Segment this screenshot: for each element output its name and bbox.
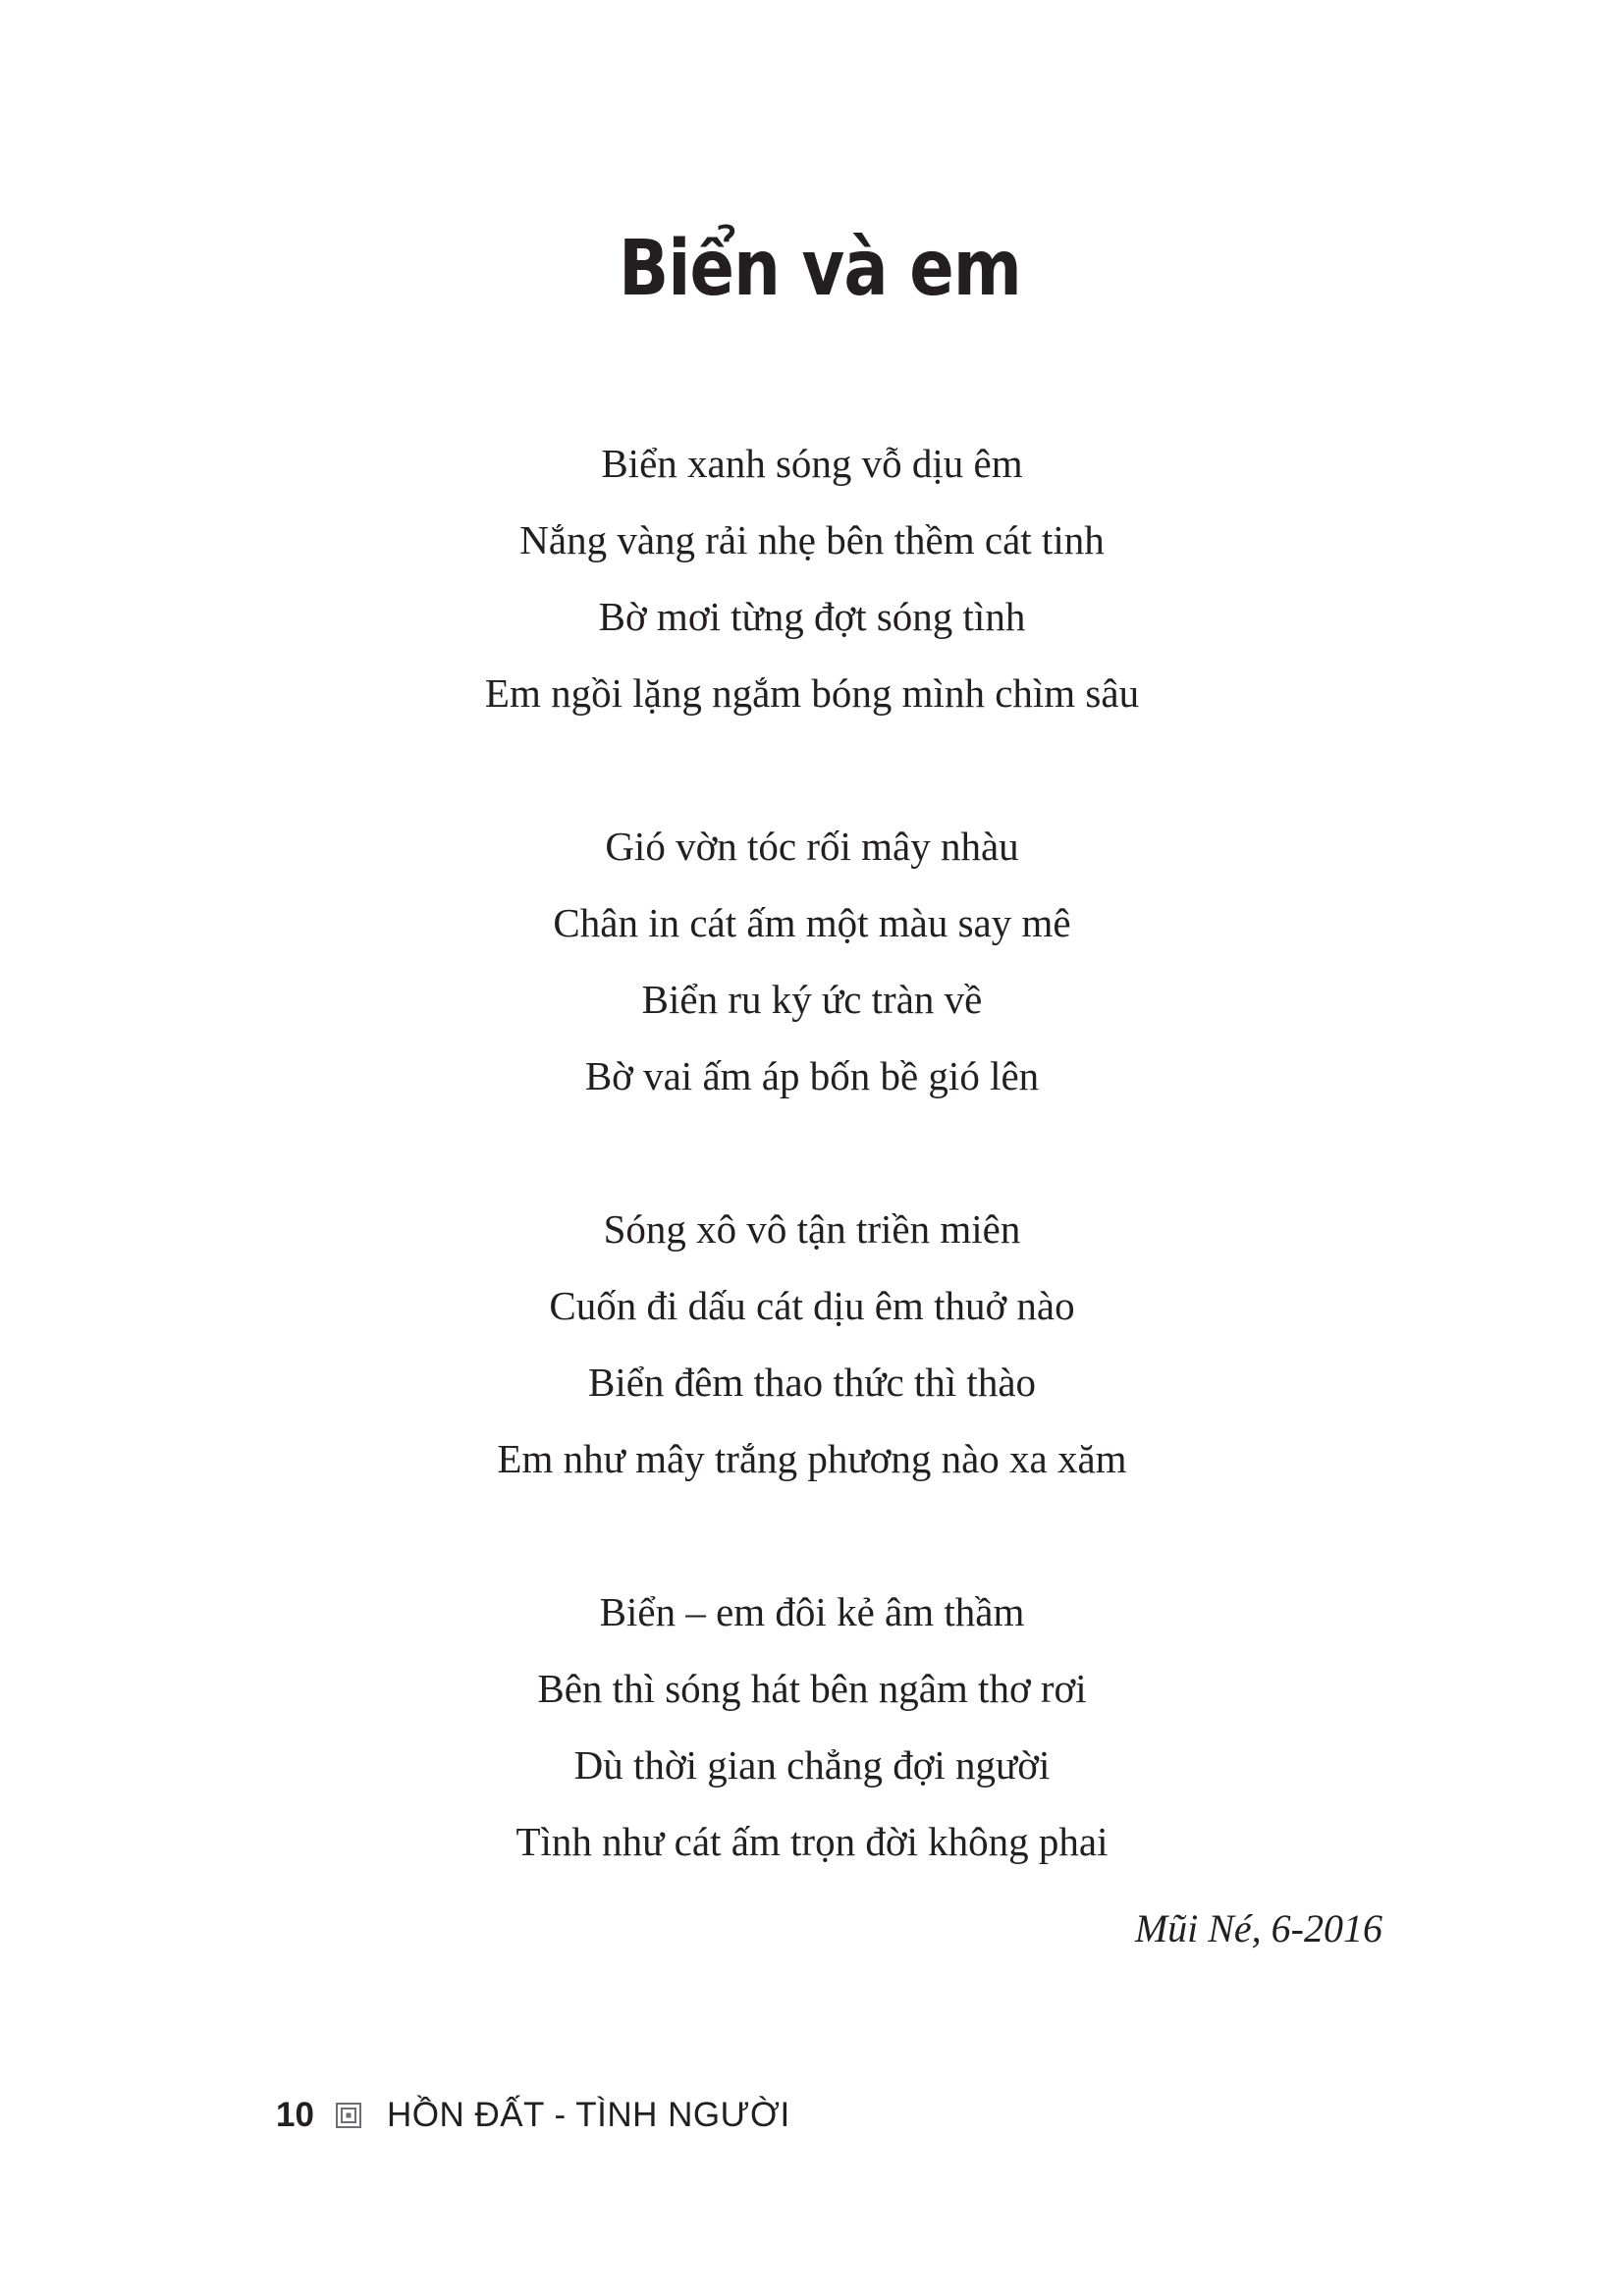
poem-line: Tình như cát ấm trọn đời không phai [515,1819,1109,1864]
poem-line: Dù thời gian chẳng đợi người [573,1742,1051,1788]
poem-line: Cuốn đi dấu cát dịu êm thuở nào [549,1283,1075,1328]
stanza [0,425,1624,731]
poem-line: Nắng vàng rải nhẹ bên thềm cát tinh [519,517,1105,562]
place-date-signature: Mũi Né, 6-2016 [1134,1906,1382,1950]
poem-line: Biển ru ký ức tràn về [641,977,983,1022]
poem-title: Biển và em [619,225,1021,313]
poem-line: Gió vờn tóc rối mây nhàu [605,824,1019,869]
stanza [0,808,1624,1114]
square-ornament-icon [336,2103,361,2128]
stanza [0,1191,1624,1497]
poem-line: Bờ vai ấm áp bốn bề gió lên [584,1053,1040,1098]
poem-line: Biển xanh sóng vỗ dịu êm [601,441,1023,486]
poem-line: Em như mây trắng phương nào xa xăm [497,1436,1127,1481]
stanza [0,1574,1624,1880]
poem-line: Sóng xô vô tận triền miên [603,1206,1021,1252]
book-title: HỒN ĐẤT - TÌNH NGƯỜI [386,2096,790,2134]
page-footer [276,2091,790,2140]
poem-body [0,425,1624,1880]
poem-line: Biển đêm thao thức thì thào [587,1360,1037,1405]
poem-line: Bờ mơi từng đợt sóng tình [598,594,1026,639]
poem-line: Bên thì sóng hát bên ngâm thơ rơi [537,1666,1087,1711]
poem-line: Chân in cát ấm một màu say mê [553,900,1071,945]
page-number: 10 [276,2096,314,2134]
poem-line: Biển – em đôi kẻ âm thầm [599,1589,1025,1634]
poem-line: Em ngồi lặng ngắm bóng mình chìm sâu [484,670,1140,716]
